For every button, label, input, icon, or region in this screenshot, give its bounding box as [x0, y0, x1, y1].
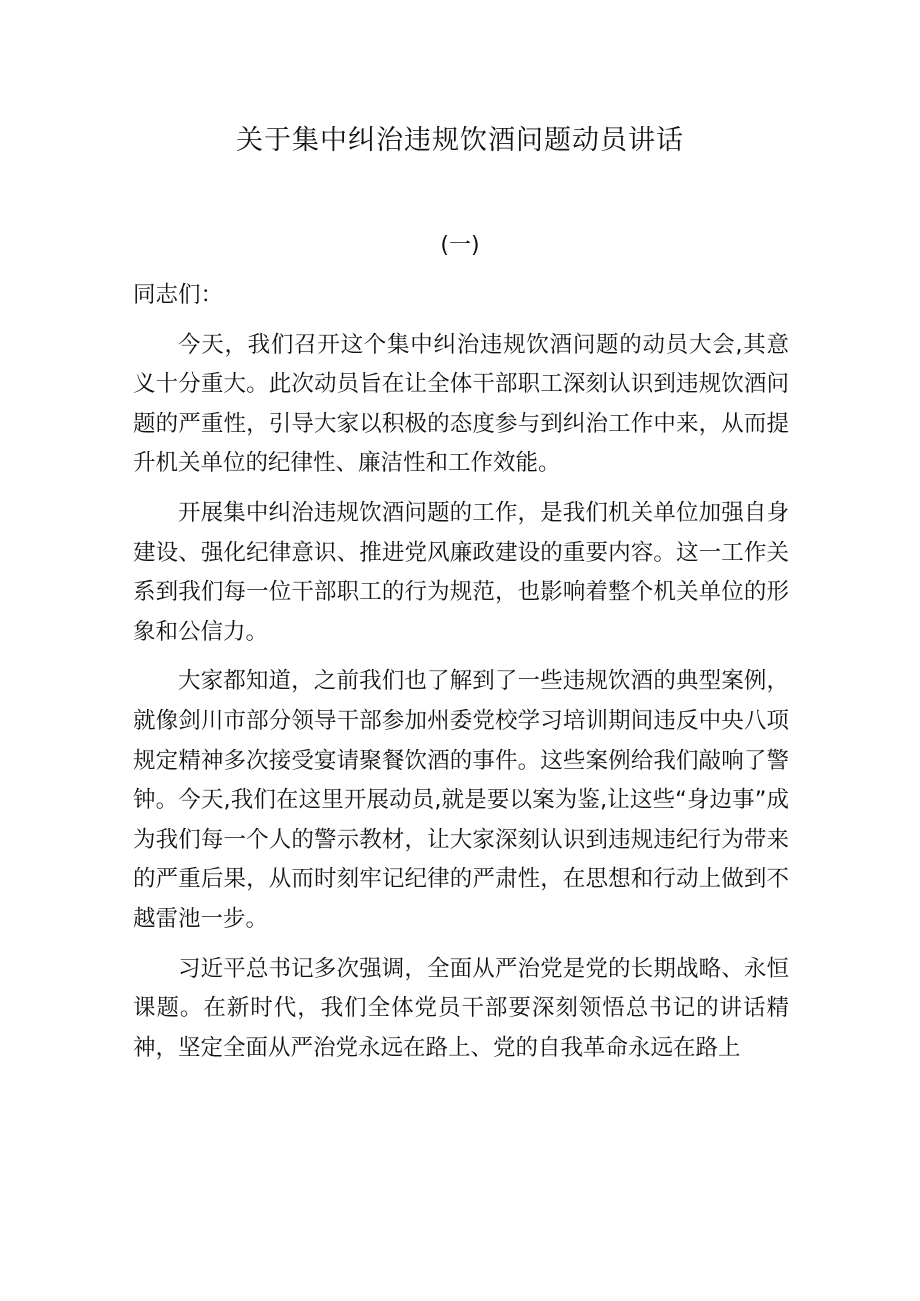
section-mark: (一)	[440, 233, 480, 258]
paragraph-2: 开展集中纠治违规饮酒问题的工作，是我们机关单位加强自身建设、强化纪律意识、推进党风廉政建设的重要内容。这一工作关系到我们每一位干部职工的行为规范，也影响着整个机关单位的形象和公信力。	[133, 499, 789, 645]
paragraph-3: 大家都知道，之前我们也了解到了一些违规饮酒的典型案例，就像剑川市部分领导干部参加州委党校学习培训期间违反中央八项规定精神多次接受宴请聚餐饮酒的事件。这些案例给我们敲响了警钟。今天,我们在这里开展动员,就是要以案为鉴,让这些“身边事”成为我们每一个人的警示教材，让大家深刻认识到违规违纪行为带来的严重后果，从而时刻牢记纪律的严肃性，在思想和行动上做到不越雷池一步。	[133, 668, 789, 932]
paragraph-1: 今天，我们召开这个集中纠治违规饮酒问题的动员大会,其意义十分重大。此次动员旨在让全体干部职工深刻认识到违规饮酒问题的严重性，引导大家以积极的态度参与到纠治工作中来，从而提升机关单位的纪律性、廉洁性和工作效能。	[133, 331, 789, 477]
paragraph-4: 习近平总书记多次强调，全面从严治党是党的长期战略、永恒课题。在新时代，我们全体党员干部要深刻领悟总书记的讲话精神，坚定全面从严治党永远在路上、党的自我革命永远在路上	[133, 955, 789, 1061]
document-body	[133, 276, 789, 1078]
salutation: 同志们：	[133, 282, 224, 308]
document-title: 关于集中纠治违规饮酒问题动员讲话	[236, 125, 684, 156]
